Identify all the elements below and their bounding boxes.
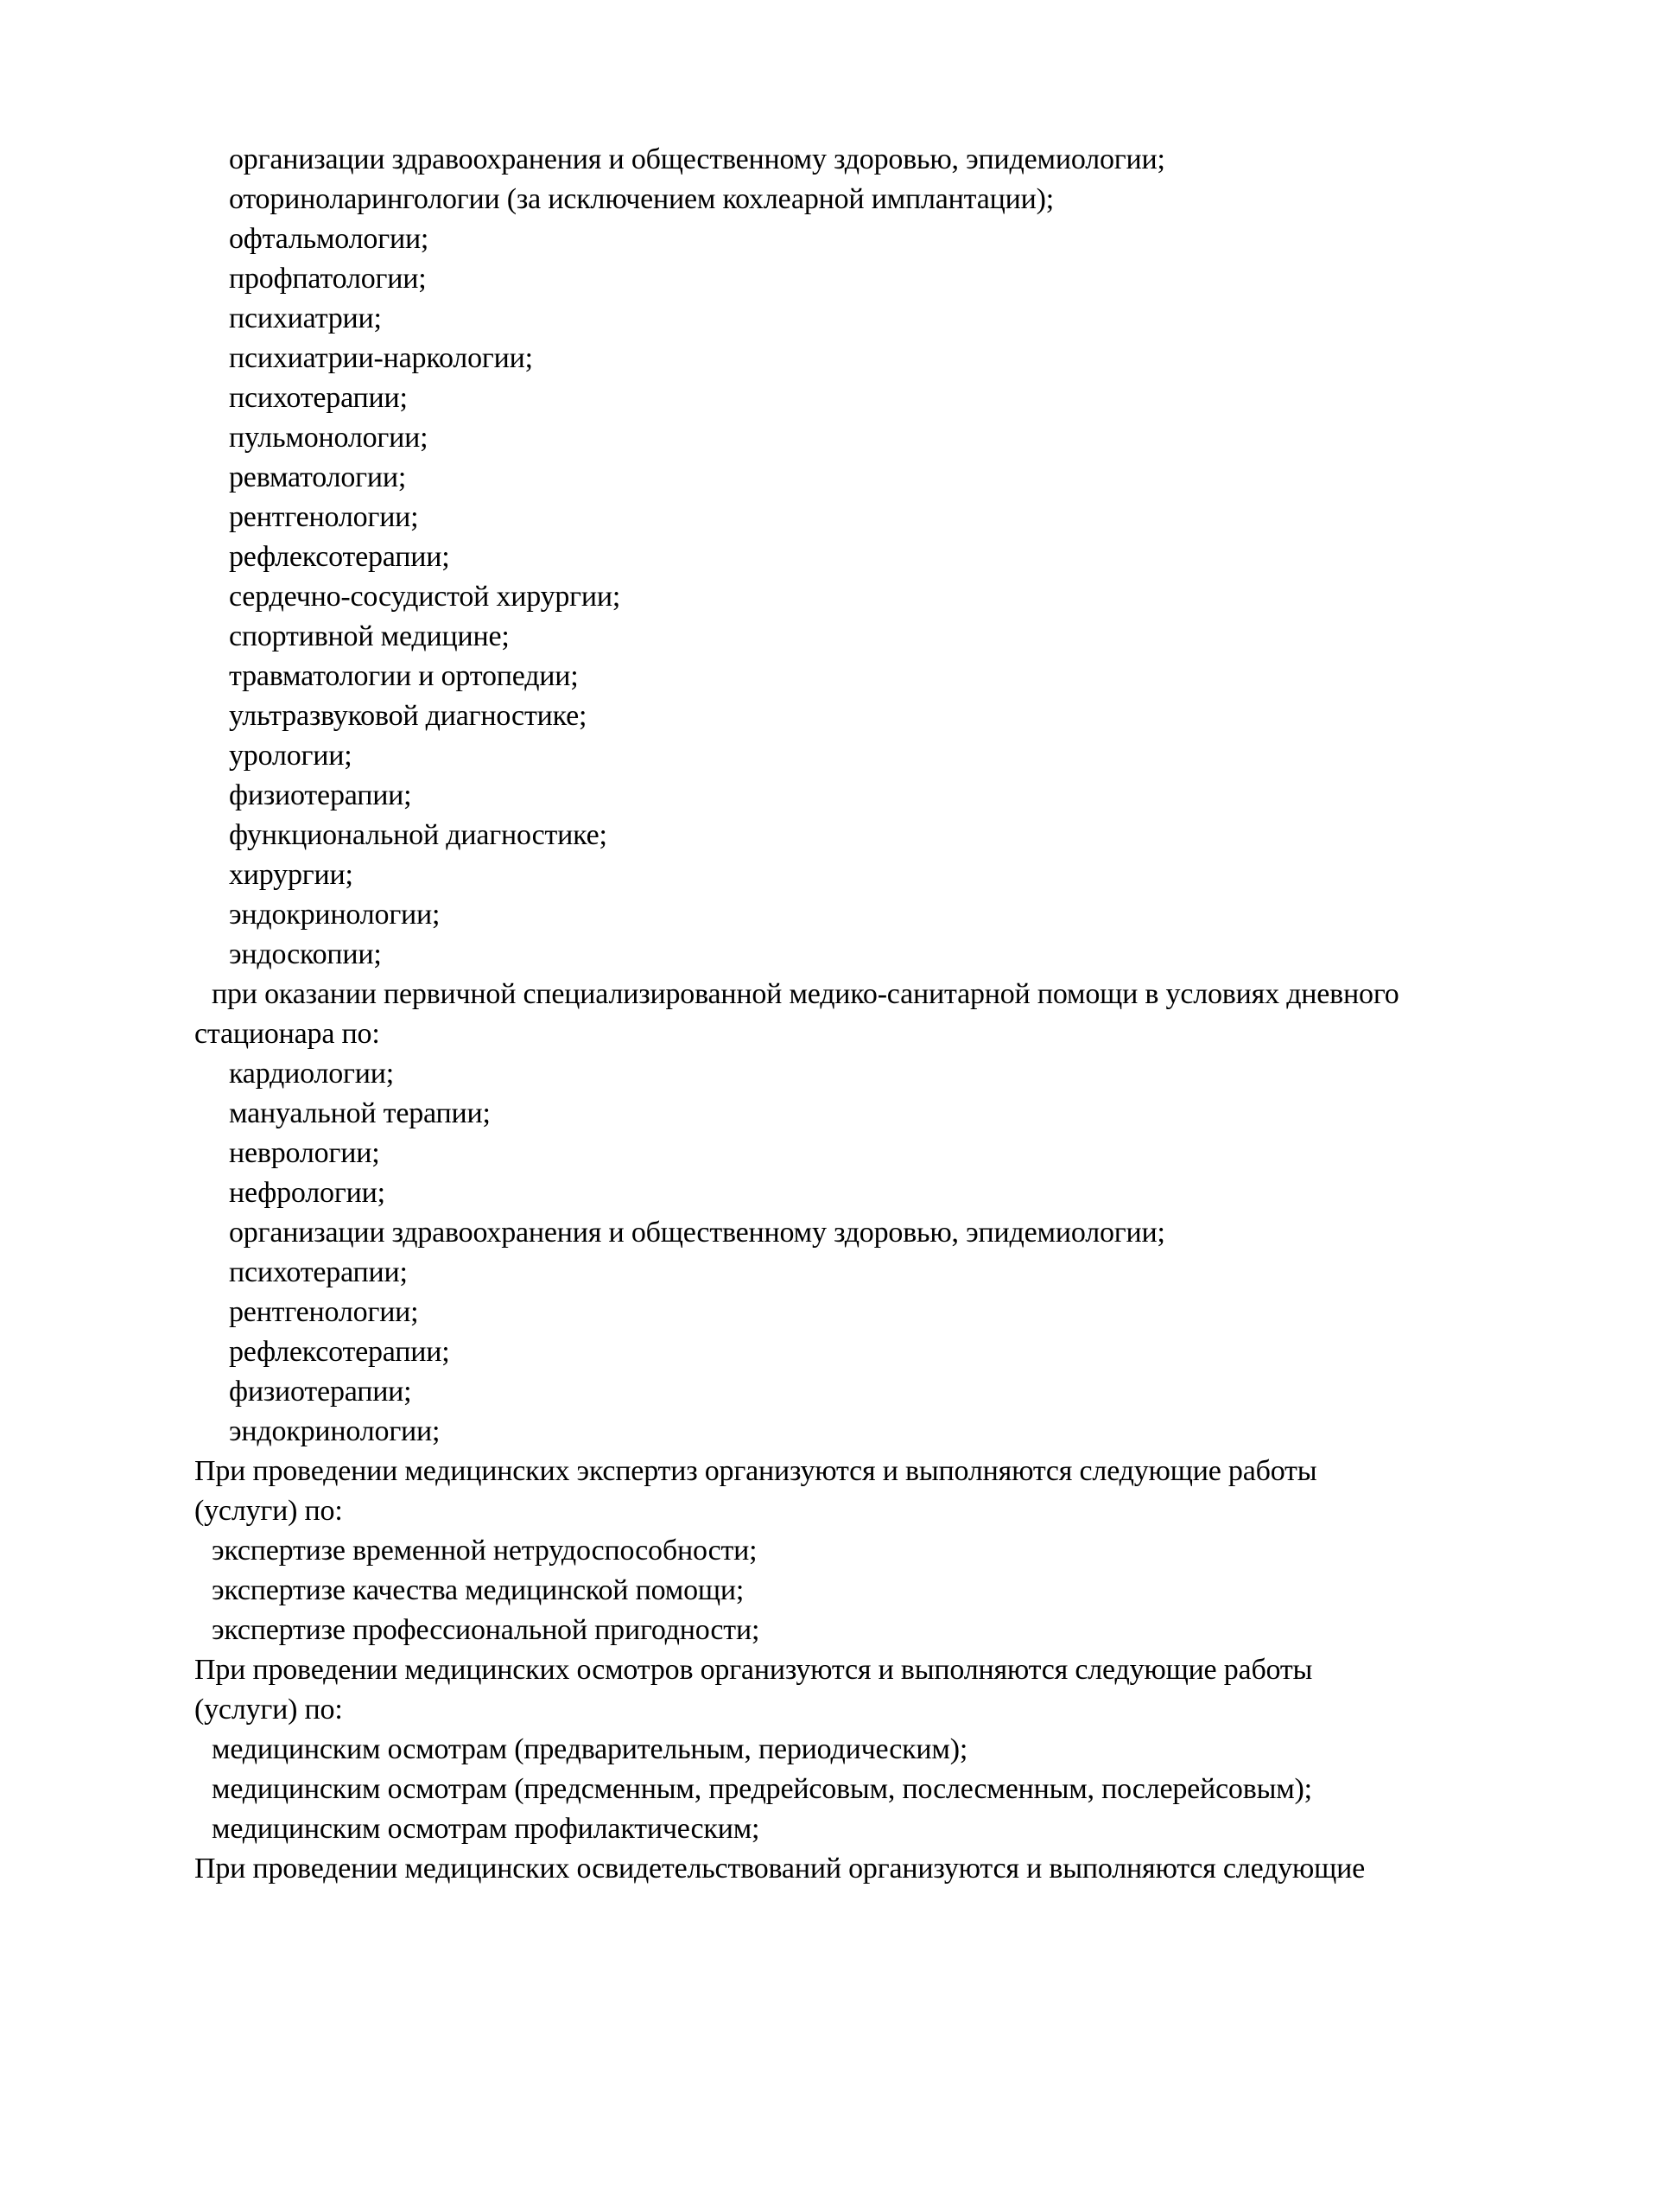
list-item: организации здравоохранения и общественному здоровью, эпидемиологии; <box>229 1217 1165 1249</box>
list-item: ультразвуковой диагностике; <box>229 700 587 732</box>
list-item: психотерапии; <box>229 382 408 414</box>
list-item: медицинским осмотрам профилактическим; <box>212 1813 760 1845</box>
list-item: рефлексотерапии; <box>229 1336 450 1368</box>
list-item: урологии; <box>229 740 352 772</box>
list-item: рентгенологии; <box>229 501 419 533</box>
list-item: физиотерапии; <box>229 1376 412 1408</box>
list-item: оториноларингологии (за исключением кохлеарной имплантации); <box>229 183 1054 215</box>
list-item: физиотерапии; <box>229 779 412 811</box>
list-item: ревматологии; <box>229 461 407 493</box>
expertise-section <box>194 1452 1594 1650</box>
list-item: рефлексотерапии; <box>229 541 450 573</box>
section-heading: При проведении медицинских экспертиз организуются и выполняются следующие работы <box>194 1455 1317 1487</box>
list-item: психотерапии; <box>229 1256 408 1288</box>
list-item: неврологии; <box>229 1137 380 1169</box>
specialty-list <box>194 140 1594 975</box>
certification-section <box>194 1849 1594 1889</box>
list-item: рентгенологии; <box>229 1296 419 1328</box>
section-heading-continuation: (услуги) по: <box>194 1694 343 1726</box>
list-item: эндоскопии; <box>229 938 382 970</box>
list-item: психиатрии; <box>229 302 382 334</box>
list-item: пульмонологии; <box>229 422 428 454</box>
section-heading-continuation: стационара по: <box>194 1018 380 1050</box>
list-item: функциональной диагностике; <box>229 819 607 851</box>
document-body <box>194 140 1594 1889</box>
list-item: хирургии; <box>229 859 353 891</box>
list-item: экспертизе временной нетрудоспособности; <box>212 1535 758 1567</box>
section-heading: При проведении медицинских освидетельствований организуются и выполняются следующие <box>194 1853 1365 1885</box>
list-item: мануальной терапии; <box>229 1097 491 1129</box>
list-item: профпатологии; <box>229 263 427 295</box>
list-item: офтальмологии; <box>229 223 429 255</box>
list-item: медицинским осмотрам (предсменным, предрейсовым, послесменным, послерейсовым); <box>212 1773 1312 1805</box>
list-item: организации здравоохранения и общественному здоровью, эпидемиологии; <box>229 143 1165 175</box>
list-item: медицинским осмотрам (предварительным, периодическим); <box>212 1733 968 1765</box>
list-item: кардиологии; <box>229 1058 395 1090</box>
list-item: экспертизе качества медицинской помощи; <box>212 1574 745 1606</box>
examinations-section <box>194 1650 1594 1849</box>
list-item: эндокринологии; <box>229 1415 441 1447</box>
list-item: травматологии и ортопедии; <box>229 660 579 692</box>
section-heading-continuation: (услуги) по: <box>194 1495 343 1527</box>
section-heading: при оказании первичной специализированной медико-санитарной помощи в условиях дневного <box>212 978 1399 1010</box>
day-hospital-section <box>194 975 1594 1452</box>
list-item: эндокринологии; <box>229 899 441 931</box>
section-heading: При проведении медицинских осмотров организуются и выполняются следующие работы <box>194 1654 1313 1686</box>
list-item: спортивной медицине; <box>229 620 510 652</box>
list-item: нефрологии; <box>229 1177 385 1209</box>
list-item: психиатрии-наркологии; <box>229 342 533 374</box>
list-item: сердечно-сосудистой хирургии; <box>229 581 621 613</box>
list-item: экспертизе профессиональной пригодности; <box>212 1614 760 1646</box>
